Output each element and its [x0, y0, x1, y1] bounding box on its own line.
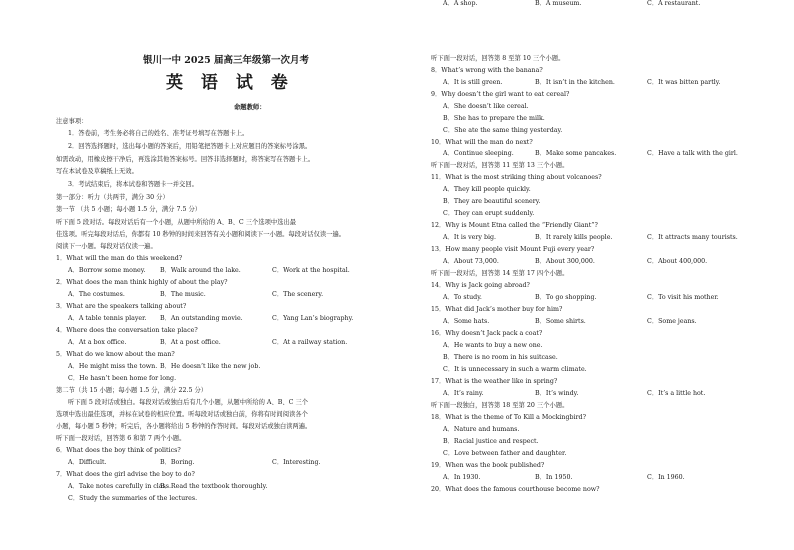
text-line: 如需改动，用橡皮擦干净后，再选涂其他答案标号。回答非选择题时，将答案写在答题卡上。 — [56, 156, 315, 163]
option-row — [431, 79, 791, 87]
answer-option: C．To visit his mother. — [647, 294, 719, 301]
question-text: 8．What’s wrong with the banana? — [431, 67, 543, 74]
answer-option: B．There is no room in his suitcase. — [443, 354, 558, 361]
question-text: 15．What did Jack’s mother buy for him? — [431, 306, 563, 313]
option-row — [431, 234, 791, 242]
answer-option: C．Work at the hospital. — [272, 267, 350, 274]
answer-option: C．At a railway station. — [272, 339, 348, 346]
question-text: 16．Why doesn’t Jack pack a coat? — [431, 330, 543, 337]
option-row — [56, 459, 416, 467]
answer-option: C．He hasn’t been home for long. — [68, 375, 177, 382]
text-line: 小题，每小题 5 秒钟；听完后，各小题将给出 5 秒钟的作答时间。每段对话或独白读两遍。 — [56, 423, 312, 430]
answer-option: B．An outstanding movie. — [160, 315, 243, 322]
question-text: 3．What are the speakers talking about? — [56, 303, 187, 310]
option-row — [431, 294, 791, 302]
answer-option: B．It isn’t in the kitchen. — [535, 79, 615, 86]
answer-option: B．They are beautiful scenery. — [443, 198, 541, 205]
question-text: 2．回答选择题时，选出每小题的答案后，用铅笔把答题卡上对应题目的答案标号涂黑。 — [68, 143, 312, 150]
answer-option: C．The scenery. — [272, 291, 324, 298]
answer-option: C．Interesting. — [272, 459, 321, 466]
answer-option: C．It’s a little hot. — [647, 390, 706, 397]
answer-option: A．At a box office. — [68, 339, 127, 346]
question-text: 1．答卷前，考生务必将自己的姓名、准考证号填写在答题卡上。 — [68, 130, 249, 137]
option-row — [431, 258, 791, 266]
author-label: 命题教师： — [234, 104, 266, 111]
option-row — [56, 291, 416, 299]
answer-option: B．It’s windy. — [535, 390, 579, 397]
text-line: 听下面一段对话，回答第 14 至第 17 四个小题。 — [431, 270, 569, 277]
answer-option: A．Continue sleeping. — [443, 150, 514, 157]
option-row — [431, 390, 791, 398]
question-text: 20．What does the famous courthouse become now? — [431, 486, 600, 493]
answer-option: A．In 1930. — [443, 474, 481, 481]
text-line: 第二节（共 15 小题；每小题 1.5 分，满分 22.5 分） — [56, 387, 208, 394]
text-line: 写在本试卷及草稿纸上无效。 — [56, 168, 138, 175]
option-row — [56, 483, 416, 491]
exam-title: 英 语 试 卷 — [166, 73, 294, 93]
text-line: 听下面一段对话，回答第 6 和第 7 两个小题。 — [56, 435, 186, 442]
answer-option: A．He wants to buy a new one. — [443, 342, 543, 349]
school-title: 银川一中 2025 届高三年级第一次月考 — [143, 55, 310, 66]
option-row — [56, 315, 416, 323]
option-row — [431, 0, 791, 8]
answer-option: A．Some hats. — [443, 318, 490, 325]
answer-option: B．To go shopping. — [535, 294, 597, 301]
question-text: 1．What will the man do this weekend? — [56, 255, 183, 262]
answer-option: C．It was bitten partly. — [647, 79, 721, 86]
question-text: 11．What is the most striking thing about volcanoes? — [431, 174, 602, 181]
text-line: 听下面一段独白，回答第 18 至第 20 三个小题。 — [431, 402, 569, 409]
option-row — [56, 363, 416, 371]
question-text: 2．What does the man think highly of about the play? — [56, 279, 228, 286]
answer-option: A．Nature and humans. — [443, 426, 520, 433]
answer-option: A．Borrow some money. — [68, 267, 146, 274]
answer-option: A．It is still green. — [443, 79, 503, 86]
question-text: 12．Why is Mount Etna called the “Friendly Giant”? — [431, 222, 598, 229]
option-row — [56, 339, 416, 347]
answer-option: C．It is unnecessary in such a warm climate. — [443, 366, 587, 373]
answer-option: A．To study. — [443, 294, 482, 301]
option-row — [431, 150, 791, 158]
question-text: 18．What is the theme of To Kill a Mockingbird? — [431, 414, 586, 421]
answer-option: C．Love between father and daughter. — [443, 450, 567, 457]
text-line: 佳选项。听完每段对话后，你都有 10 秒钟的时间来回答有关小题和阅读下一小题。每段对话仅读一遍。 — [56, 231, 346, 238]
text-line: 第一部分：听力（共两节，满分 30 分） — [56, 194, 169, 201]
answer-option: A．They kill people quickly. — [443, 186, 531, 193]
answer-option: C．Yang Lan’s biography. — [272, 315, 354, 322]
answer-option: C．They can erupt suddenly. — [443, 210, 535, 217]
answer-option: B．About 300,000. — [535, 258, 595, 265]
answer-option: A．It is very big. — [443, 234, 497, 241]
answer-option: A．A table tennis player. — [68, 315, 147, 322]
answer-option: A．The costumes. — [68, 291, 125, 298]
text-line: 选项中选出最佳选项，并标在试卷的相应位置。听每段对话或独白前，你将有时间阅读各个 — [56, 411, 308, 418]
answer-option: A．A shop. — [443, 0, 478, 7]
question-text: 3．考试结束后，将本试卷和答题卡一并交回。 — [68, 181, 198, 188]
question-text: 17．What is the weather like in spring? — [431, 378, 558, 385]
right-column — [431, 0, 791, 550]
answer-option: C．Some jeans. — [647, 318, 697, 325]
option-row — [56, 267, 416, 275]
answer-option: C．In 1960. — [647, 474, 685, 481]
answer-option: C．It attracts many tourists. — [647, 234, 738, 241]
answer-option: B．Boring. — [160, 459, 195, 466]
question-text: 14．Why is Jack going abroad? — [431, 282, 530, 289]
left-column — [56, 0, 416, 550]
answer-option: B．At a post office. — [160, 339, 221, 346]
answer-option: A．Take notes carefully in class. — [68, 483, 172, 490]
answer-option: A．He might miss the town. — [68, 363, 158, 370]
answer-option: A．She doesn’t like cereal. — [443, 103, 529, 110]
answer-option: B．In 1950. — [535, 474, 573, 481]
answer-option: A．Difficult. — [68, 459, 107, 466]
answer-option: B．He doesn’t like the new job. — [160, 363, 261, 370]
text-line: 听下面 5 段对话或独白。每段对话或独白后有几个小题，从题中所给的 A、B、C 三个 — [68, 399, 309, 406]
question-text: 7．What does the girl advise the boy to do? — [56, 471, 195, 478]
answer-option: C．She ate the same thing yesterday. — [443, 127, 563, 134]
answer-option: C．Study the summaries of the lectures. — [68, 495, 198, 502]
text-line: 注意事项： — [56, 118, 88, 125]
answer-option: C．Have a talk with the girl. — [647, 150, 738, 157]
answer-option: C．About 400,000. — [647, 258, 708, 265]
text-line: 第一节 （共 5 小题；每小题 1.5 分，满分 7.5 分） — [56, 206, 202, 213]
question-text: 5．What do we know about the man? — [56, 351, 175, 358]
answer-option: B．Racial justice and respect. — [443, 438, 539, 445]
option-row — [431, 474, 791, 482]
answer-option: B．The music. — [160, 291, 206, 298]
answer-option: B．Walk around the lake. — [160, 267, 241, 274]
text-line: 听下面一段对话，回答第 8 至第 10 三个小题。 — [431, 55, 565, 62]
answer-option: B．Some shirts. — [535, 318, 586, 325]
answer-option: C．A restaurant. — [647, 0, 701, 7]
question-text: 10．What will the man do next? — [431, 139, 533, 146]
answer-option: A．It’s rainy. — [443, 390, 484, 397]
answer-option: B．A museum. — [535, 0, 582, 7]
answer-option: B．Read the textbook thoroughly. — [160, 483, 268, 490]
answer-option: B．She has to prepare the milk. — [443, 115, 545, 122]
option-row — [431, 318, 791, 326]
question-text: 6．What does the boy think of politics? — [56, 447, 181, 454]
question-text: 4．Where does the conversation take place? — [56, 327, 198, 334]
text-line: 听下面一段对话，回答第 11 至第 13 三个小题。 — [431, 162, 569, 169]
question-text: 13．How many people visit Mount Fuji every year? — [431, 246, 595, 253]
answer-option: B．Make some pancakes. — [535, 150, 617, 157]
answer-option: A．About 73,000. — [443, 258, 499, 265]
text-line: 阅读下一小题。每段对话仅读一遍。 — [56, 243, 157, 250]
question-text: 9．Why doesn’t the girl want to eat cereal? — [431, 91, 570, 98]
answer-option: B．It rarely kills people. — [535, 234, 613, 241]
text-line: 听下面 5 段对话。每段对话后有一个小题，从题中所给的 A、B、C 三个选项中选出最 — [56, 219, 297, 226]
question-text: 19．When was the book published? — [431, 462, 545, 469]
